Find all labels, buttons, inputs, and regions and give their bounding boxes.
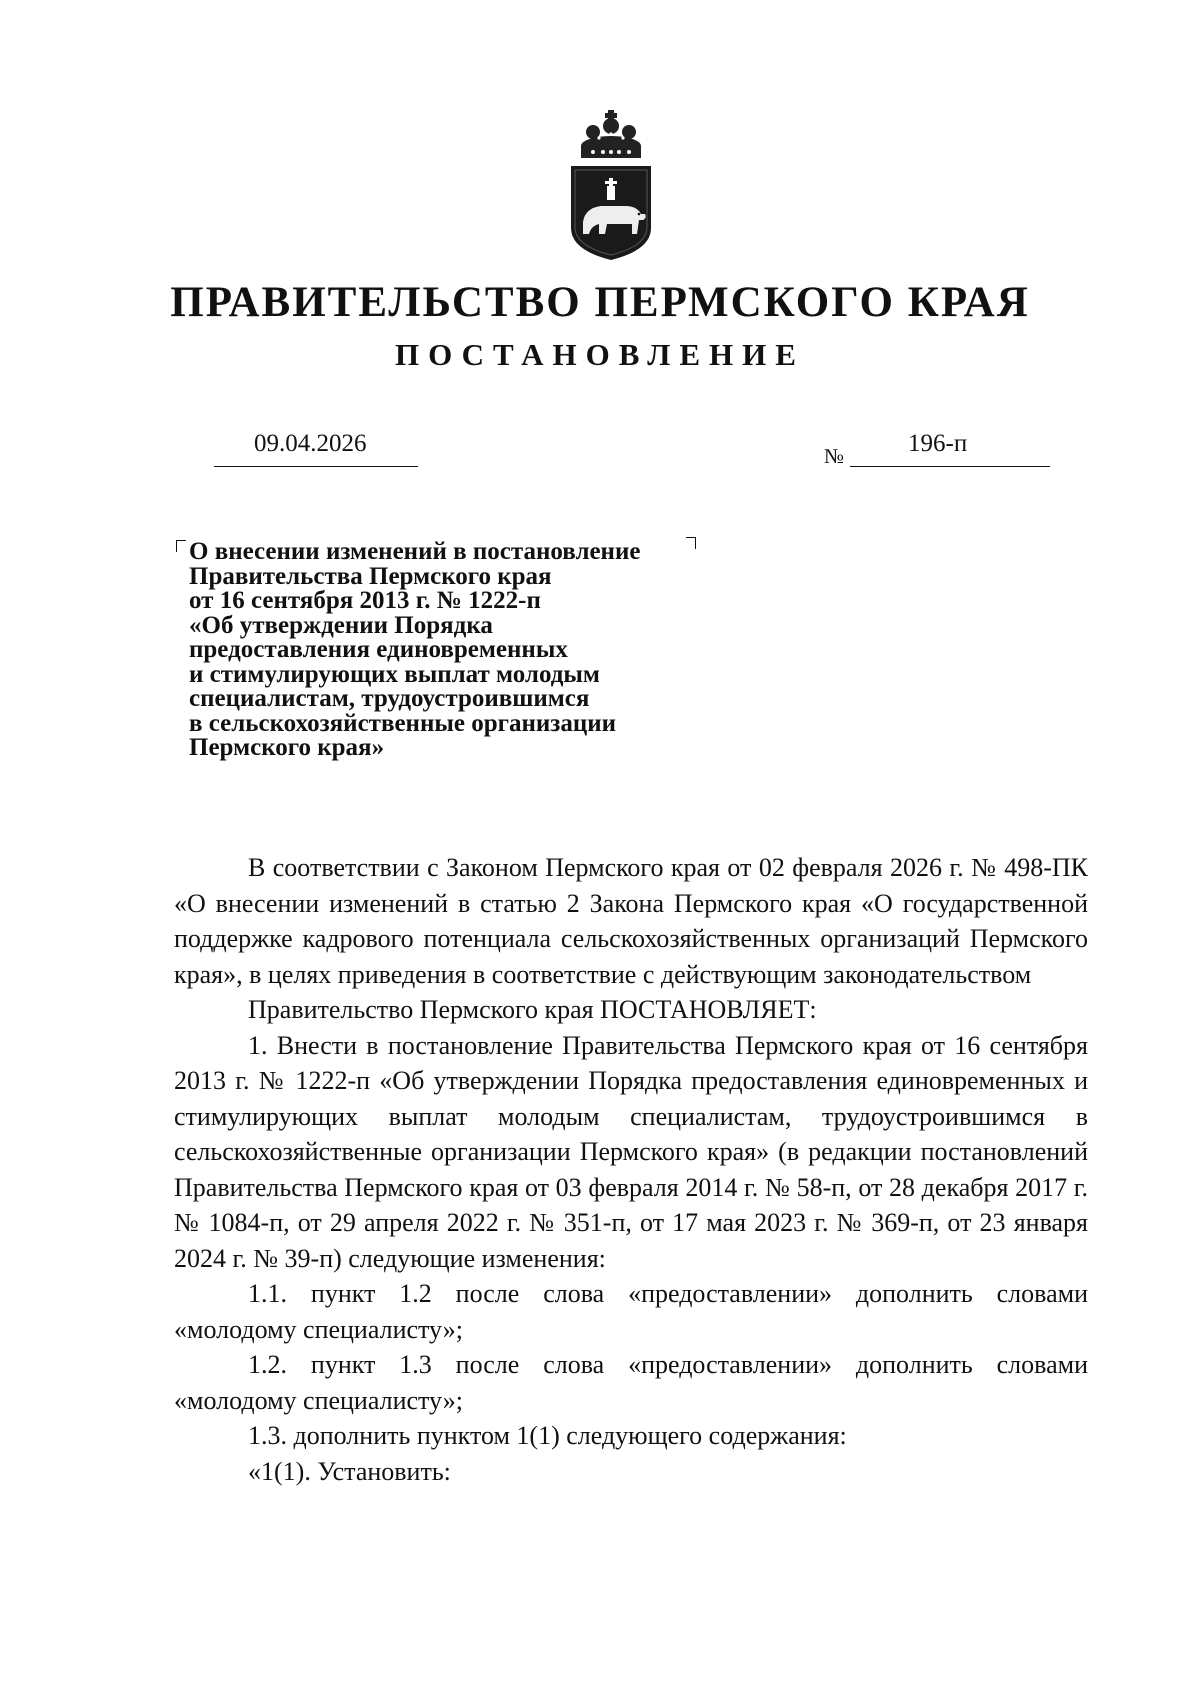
title-line: специалистам, трудоустроившимся: [189, 685, 590, 712]
title-line: и стимулирующих выплат молодым: [189, 660, 600, 688]
item-1-paragraph: 1. Внести в постановление Правительства Пермского края от 16 сентября 2013 г. № 1222-п «Об утверждении Порядка предоставления единовременных и стимулирующих выплат молодым специалистам, трудоустроившимся в сельскохозяйственные организации Пермского края» (в редакции постановлений Правительства Пермского края от 03 февраля 2014 г. № 58-п, от 28 декабря 2017 г. № 1084-п, от 29 апреля 2022 г. № 351-п, от 17 мая 2023 г. № 369-п, от 23 января 2024 г. № 39-п) следующие изменения:: [174, 1030, 1088, 1273]
item-1-1-paragraph: 1.1. пункт 1.2 после слова «предоставлении» дополнить словами «молодому специалисту»;: [174, 1279, 1088, 1344]
title-corner-mark-left: [176, 540, 186, 552]
document-date: 09.04.2026: [254, 430, 367, 457]
preamble-paragraph: В соответствии с Законом Пермского края от 02 февраля 2026 г. № 498-ПК «О внесении изменений в статью 2 Закона Пермского края «О государственной поддержке кадрового потенциала сельскохозяйственных организаций Пермского края», в целях приведения в соответствие с действующим законодательством: [174, 853, 1088, 989]
organization-name: ПРАВИТЕЛЬСТВО ПЕРМСКОГО КРАЯ: [170, 279, 1030, 326]
document-date-field: [214, 430, 418, 467]
title-line: О внесении изменений в постановление: [189, 538, 641, 565]
perm-krai-coat-of-arms-icon: [563, 110, 659, 262]
resolution-clause: Правительство Пермского края ПОСТАНОВЛЯЕТ:: [248, 995, 817, 1024]
document-type: ПОСТАНОВЛЕНИЕ: [395, 337, 805, 372]
item-1-1-new-paragraph: «1(1). Установить:: [248, 1456, 451, 1486]
title-line: «Об утверждении Порядка: [189, 611, 493, 639]
title-line: Правительства Пермского края: [189, 562, 552, 590]
document-number-field: [850, 430, 1050, 467]
title-line: от 16 сентября 2013 г. № 1222-п: [189, 587, 541, 614]
document-title: [189, 540, 729, 761]
document-body: [174, 850, 1088, 1489]
title-line: в сельскохозяйственные организации: [189, 709, 617, 737]
document-number: 196-п: [908, 430, 968, 457]
item-1-3-paragraph: 1.3. дополнить пунктом 1(1) следующего содержания:: [248, 1421, 847, 1450]
title-line: предоставления единовременных: [189, 636, 568, 663]
number-sign: №: [824, 444, 845, 468]
item-1-2-paragraph: 1.2. пункт 1.3 после слова «предоставлении» дополнить словами «молодому специалисту»;: [174, 1350, 1088, 1415]
title-line: Пермского края»: [189, 734, 385, 761]
